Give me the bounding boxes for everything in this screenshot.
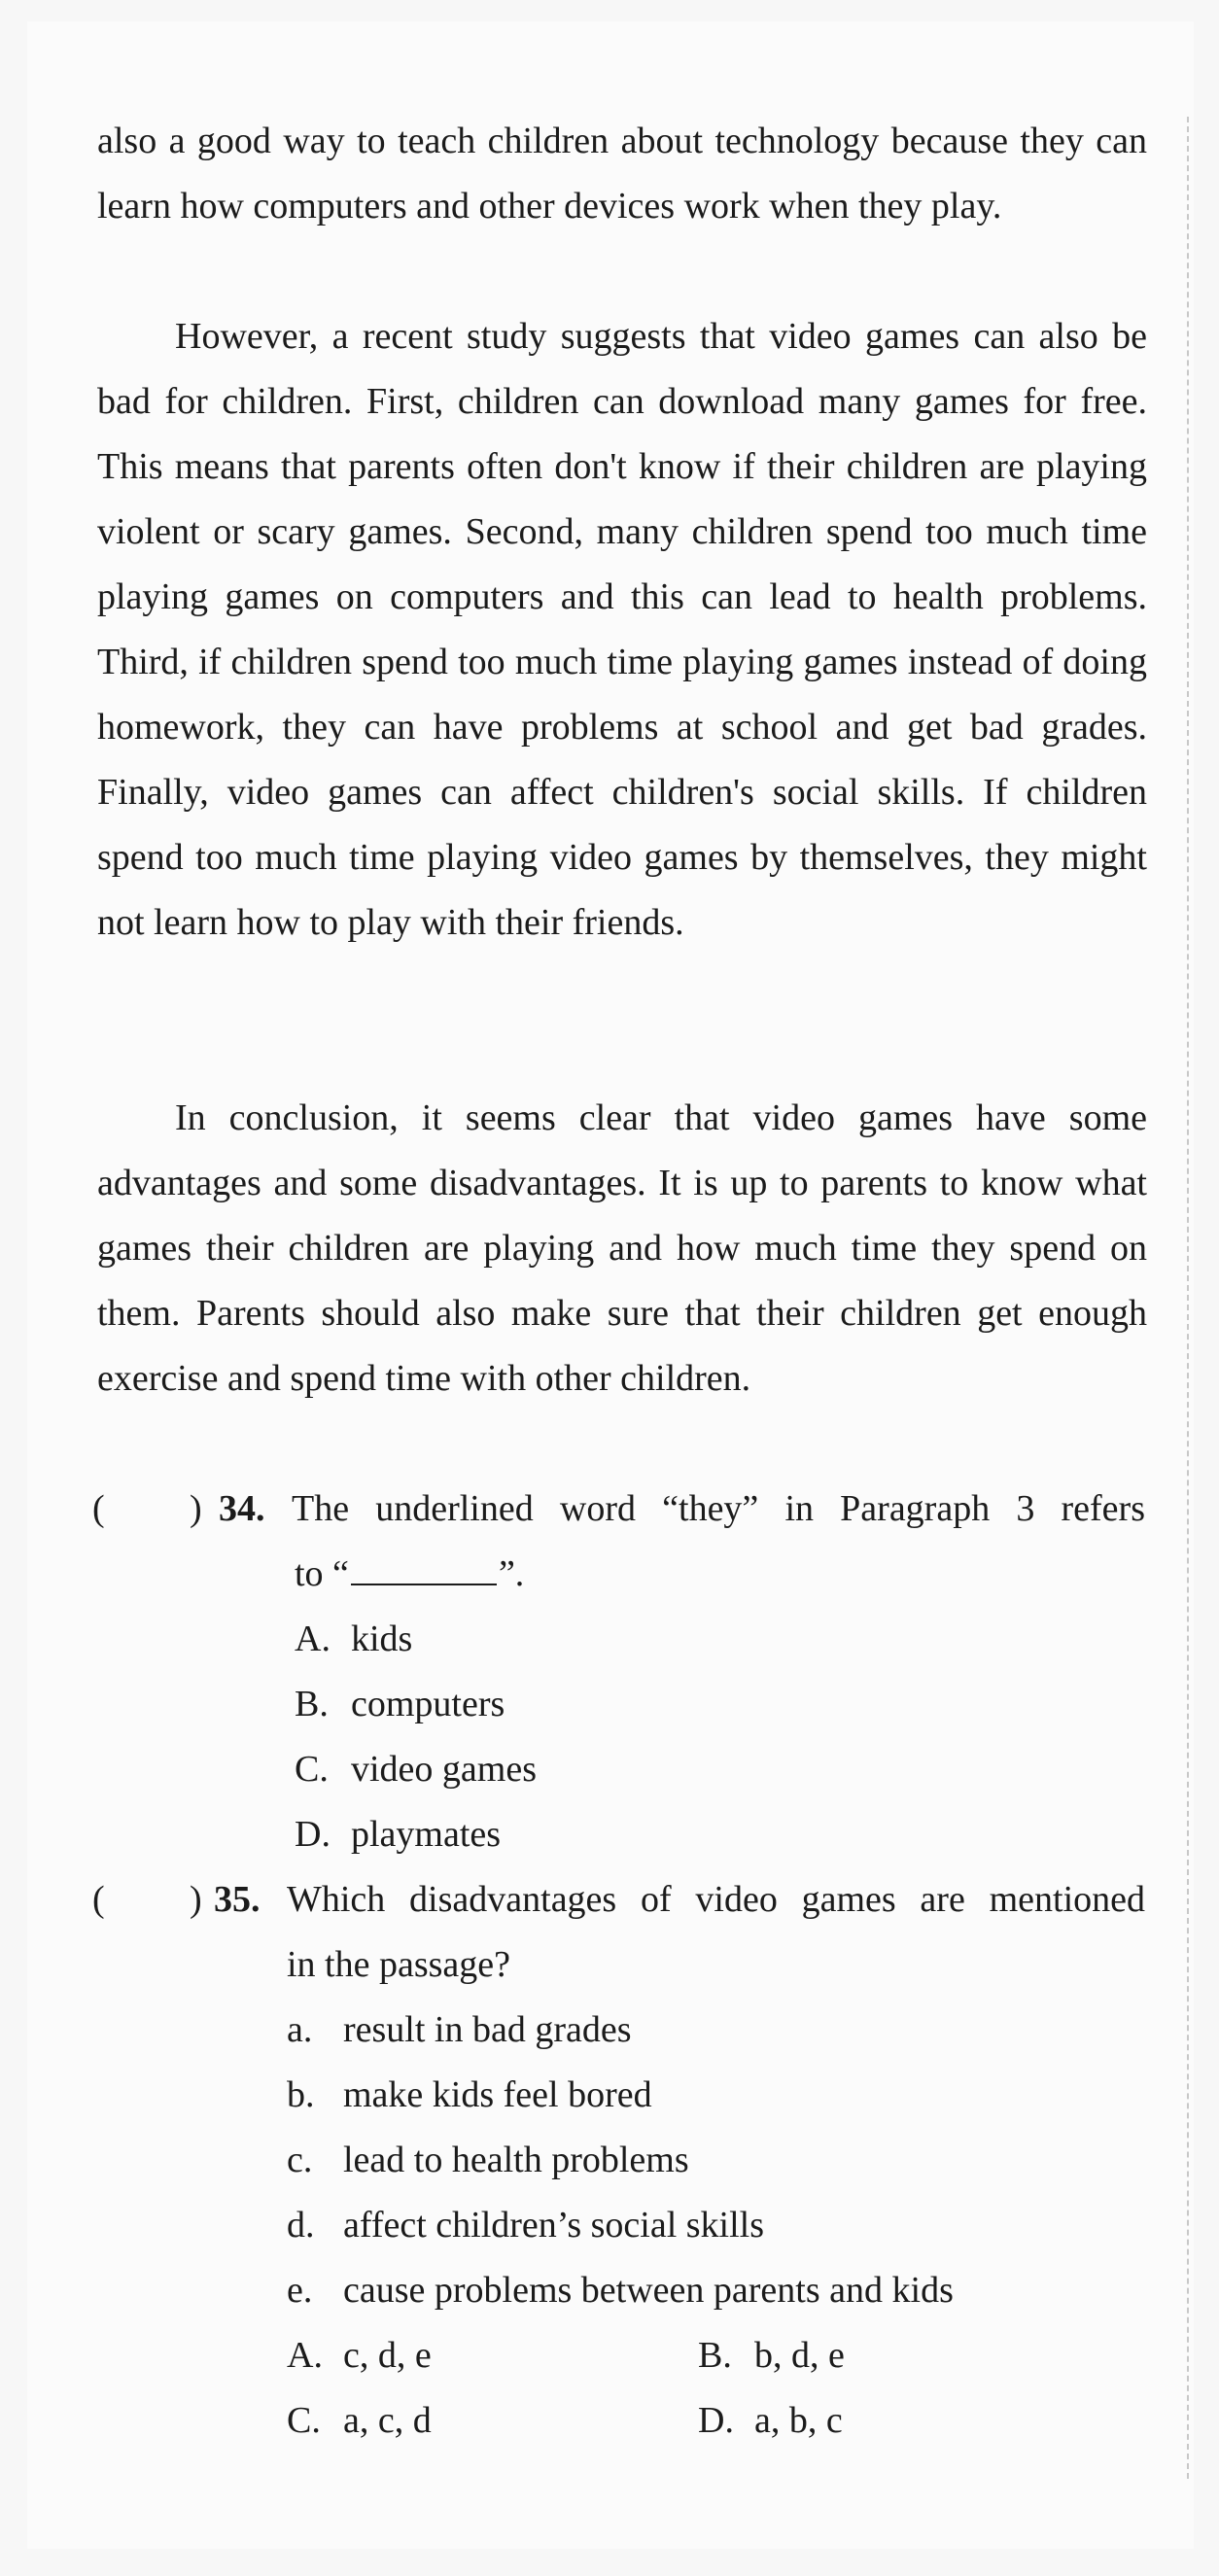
statement-text: cause problems between parents and kids bbox=[343, 2270, 954, 2311]
question-stem-34: The underlined word “they” in Paragraph 3 refers bbox=[292, 1488, 1145, 1529]
option-letter: A. bbox=[295, 1619, 331, 1659]
option-35-a bbox=[287, 2323, 432, 2388]
question-stem-34-line2 bbox=[295, 1542, 524, 1607]
answer-blank bbox=[351, 1547, 497, 1585]
option-text: c, d, e bbox=[343, 2335, 432, 2376]
option-text: computers bbox=[351, 1684, 505, 1724]
option-35-b bbox=[698, 2323, 845, 2388]
passage-paragraph-3: However, a recent study suggests that video games can also be bad for children. First, children can download many games for free. This means that parents often don't know if their children are playing violent or scary games. Second, many children spend too much time playing games on computers and this can lead to health problems. Third, if children spend too much time playing games instead of doing homework, they can have problems at school and get bad grades. Finally, video games can affect children's social skills. If children spend too much time playing video games by themselves, they might not learn how to play with their friends. bbox=[97, 316, 1147, 943]
margin-dashed-line bbox=[1187, 117, 1189, 2479]
statement-35-d bbox=[287, 2193, 764, 2258]
option-letter: C. bbox=[295, 1749, 329, 1790]
statement-35-a bbox=[287, 1998, 632, 2063]
statement-letter: d. bbox=[287, 2205, 315, 2245]
statement-letter: b. bbox=[287, 2074, 315, 2115]
stem-34-before-blank: to “ bbox=[295, 1553, 349, 1594]
statement-text: make kids feel bored bbox=[343, 2074, 652, 2115]
option-text: kids bbox=[351, 1619, 413, 1659]
answer-paren-close-35: ) bbox=[190, 1879, 202, 1920]
option-text: a, c, d bbox=[343, 2400, 432, 2441]
option-35-d bbox=[698, 2388, 843, 2454]
option-34-c bbox=[295, 1737, 537, 1802]
statement-letter: e. bbox=[287, 2270, 313, 2311]
question-number-35: 35. bbox=[214, 1879, 261, 1920]
passage-paragraph-continued: also a good way to teach children about technology because they can learn how computers and other devices work when they play. bbox=[97, 121, 1147, 226]
statement-35-b bbox=[287, 2063, 652, 2128]
option-letter: C. bbox=[287, 2400, 321, 2441]
answer-paren-close-34: ) bbox=[190, 1488, 202, 1529]
option-letter: D. bbox=[698, 2400, 734, 2441]
option-34-a bbox=[295, 1607, 412, 1672]
option-letter: B. bbox=[295, 1684, 329, 1724]
stem-34-after-blank: ”. bbox=[498, 1553, 525, 1594]
answer-paren-open-34: ( bbox=[92, 1488, 105, 1529]
statement-text: result in bad grades bbox=[343, 2009, 632, 2050]
statement-text: affect children’s social skills bbox=[343, 2205, 765, 2245]
statement-letter: c. bbox=[287, 2140, 313, 2180]
option-text: playmates bbox=[351, 1814, 502, 1855]
passage-paragraph-4: In conclusion, it seems clear that video games have some advantages and some disadvantages. It is up to parents to know what games their children are playing and how much time they spend on them. Parents should also make sure that their children get enough exercise and spend time with other children. bbox=[97, 1097, 1147, 1399]
statement-35-c bbox=[287, 2128, 689, 2193]
statement-35-e bbox=[287, 2258, 954, 2323]
option-text: a, b, c bbox=[754, 2400, 843, 2441]
option-35-c bbox=[287, 2388, 432, 2454]
option-text: video games bbox=[351, 1749, 538, 1790]
question-number-34: 34. bbox=[219, 1488, 265, 1529]
option-letter: A. bbox=[287, 2335, 323, 2376]
question-stem-35: Which disadvantages of video games are mentioned bbox=[287, 1879, 1145, 1920]
option-letter: D. bbox=[295, 1814, 331, 1855]
option-text: b, d, e bbox=[754, 2335, 845, 2376]
option-34-d bbox=[295, 1802, 501, 1867]
statement-text: lead to health problems bbox=[343, 2140, 689, 2180]
answer-paren-open-35: ( bbox=[92, 1879, 105, 1920]
option-letter: B. bbox=[698, 2335, 732, 2376]
option-34-b bbox=[295, 1672, 505, 1737]
statement-letter: a. bbox=[287, 2009, 313, 2050]
question-stem-35-line2: in the passage? bbox=[287, 1944, 511, 1985]
